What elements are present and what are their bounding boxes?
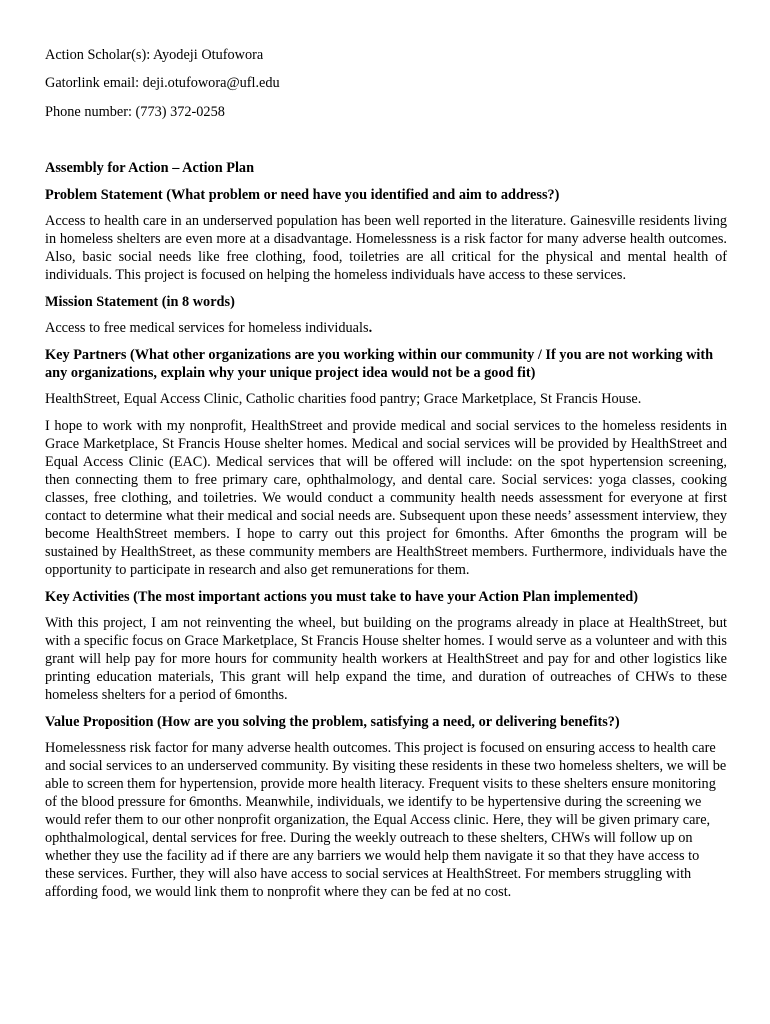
value-proposition-text: Homelessness risk factor for many adverse health outcomes. This project is focused on ensuring access to health care and social services to an underserved community. By visiting these residents in these two homeless shelters, we will be able to screen them for hypertension, provide more health literacy. Frequent visits to these shelters ensure monitoring of the blood pressure for 6months. Meanwhile, individuals, we identify to be hypertensive during the screening we would refer them to our other nonprofit organization, the Equal Access clinic. Here, they will be given primary care, ophthalmological, dental services for free. During the weekly outreach to these shelters, CHWs will follow up on whether they use the facility ad if there are any barriers we would help them navigate it so that they have access to these services. Further, they will also have access to social services at HealthStreet. For members struggling with affording food, we would link them to nonprofit where they can be fed at no cost.	[45, 740, 727, 900]
mission-statement-heading: Mission Statement (in 8 words)	[45, 294, 235, 310]
value-proposition-heading: Value Proposition (How are you solving the problem, satisfying a need, or delivering benefits?)	[45, 714, 620, 730]
scholar-name: Action Scholar(s): Ayodeji Otufowora	[45, 47, 264, 63]
problem-statement-heading: Problem Statement (What problem or need have you identified and aim to address?)	[45, 187, 560, 203]
action-plan-body	[45, 159, 727, 910]
mission-statement-text: Access to free medical services for homeless individuals	[45, 320, 369, 336]
document-title: Assembly for Action – Action Plan	[45, 160, 255, 176]
mission-statement-period: .	[368, 320, 373, 336]
problem-statement-text: Access to health care in an underserved population has been well reported in the literature. Gainesville residents living in homeless shelters are even more at a disadvantage. Homelessness is a risk factor for many adverse health outcomes. Also, basic social needs like free clothing, food, toiletries are all critical for the physical and mental health of individuals. This project is focused on helping the homeless individuals have access to these services.	[45, 213, 727, 283]
phone-number: Phone number: (773) 372-0258	[45, 104, 225, 120]
key-partners-text: I hope to work with my nonprofit, HealthStreet and provide medical and social services to the homeless residents in Grace Marketplace, St Francis House shelter homes. Medical and social services will be provided by HealthStreet and Equal Access Clinic (EAC). Medical services that will be offered will include: on the spot hypertension screening, then connecting them to free primary care, ophthalmology, and dental care. Social services: yoga classes, cooking classes, free clothing, and toiletries. We would conduct a community health needs assessment for everyone at first contact to determine what their medical and social needs are. Subsequent upon these needs’ assessment interview, they become HealthStreet members. I hope to carry out this project for 6months. After 6months the program will be sustained by HealthStreet, as these community members are HealthStreet members. Furthermore, individuals have the opportunity to participate in research and also get remunerations for them.	[45, 418, 727, 578]
key-partners-list: HealthStreet, Equal Access Clinic, Catholic charities food pantry; Grace Marketplace, St Francis House.	[45, 391, 642, 407]
mission-statement	[45, 319, 727, 337]
gatorlink-email: Gatorlink email: deji.otufowora@ufl.edu	[45, 75, 280, 91]
key-partners-heading: Key Partners (What other organizations are you working within our community / If you are not working with any organizations, explain why your unique project idea would not be a good fit)	[45, 347, 714, 381]
key-activities-heading: Key Activities (The most important actions you must take to have your Action Plan implemented)	[45, 589, 639, 605]
key-activities-text: With this project, I am not reinventing the wheel, but building on the programs already in place at HealthStreet, but with a specific focus on Grace Marketplace, St Francis House shelter homes. I would serve as a volunteer and with this grant will help pay for more hours for community health workers at HealthStreet and pay for and other logistics like printing education materials, This grant will help expand the time, and duration of outreaches of CHWs to these homeless shelters for a period of 6months.	[45, 615, 727, 703]
